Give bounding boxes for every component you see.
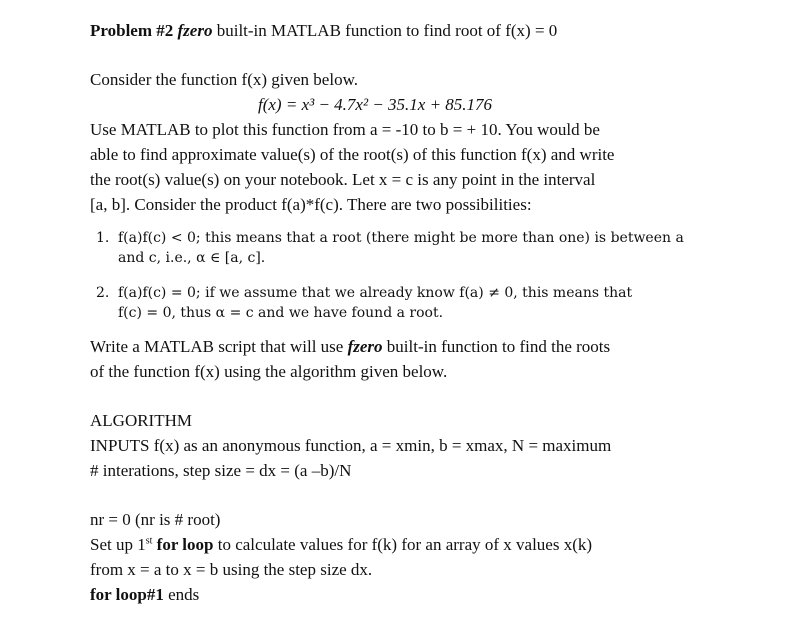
problem-label: Problem #2 [90,21,174,40]
setup-line: Set up 1st for loop to calculate values for f(k) for an array of x values x(k) [90,535,593,554]
intro-text: Consider the function f(x) given below. [90,70,358,89]
function-name: fzero [347,337,383,356]
title-rest: built-in MATLAB function to find root of f(x) = 0 [212,21,558,40]
item-number: 2. [96,285,110,301]
algorithm-heading: ALGORITHM [90,411,192,430]
possibility-item [90,228,730,268]
possibility-item [90,283,730,323]
script-request-line-2: of the function f(x) using the algorithm given below. [90,362,448,381]
function-name: fzero [177,21,213,40]
loop-end-line: for loop#1 ends [90,585,200,604]
function-equation: f(x) = x³ − 4.7x² − 35.1x + 85.176 [258,95,493,114]
problem-document [90,18,730,607]
possibilities-list [90,228,730,323]
item-line: f(c) = 0, thus α = c and we have found a root. [118,305,444,321]
paragraph-line-4: [a, b]. Consider the product f(a)*f(c). There are two possibilities: [90,195,532,214]
problem-title [90,18,730,43]
item-number: 1. [96,230,110,246]
paragraph-line-3: the root(s) value(s) on your notebook. Let x = c is any point in the interval [90,170,596,189]
item-line: f(a)f(c) = 0; if we assume that we already know f(a) ≠ 0, this means that [118,285,633,301]
paragraph-line-2: able to find approximate value(s) of the root(s) of this function f(x) and write [90,145,615,164]
from-line: from x = a to x = b using the step size dx. [90,560,373,579]
script-request-line-1: Write a MATLAB script that will use fzero built-in function to find the roots [90,337,611,356]
inputs-line-1: INPUTS f(x) as an anonymous function, a = xmin, b = xmax, N = maximum [90,436,612,455]
paragraph-line-1: Use MATLAB to plot this function from a = -10 to b = + 10. You would be [90,120,600,139]
item-line: f(a)f(c) < 0; this means that a root (there might be more than one) is between a [118,230,684,246]
item-line: and c, i.e., α ∈ [a, c]. [118,250,266,266]
inputs-line-2: # interations, step size = dx = (a –b)/N [90,461,352,480]
nr-line: nr = 0 (nr is # root) [90,510,221,529]
